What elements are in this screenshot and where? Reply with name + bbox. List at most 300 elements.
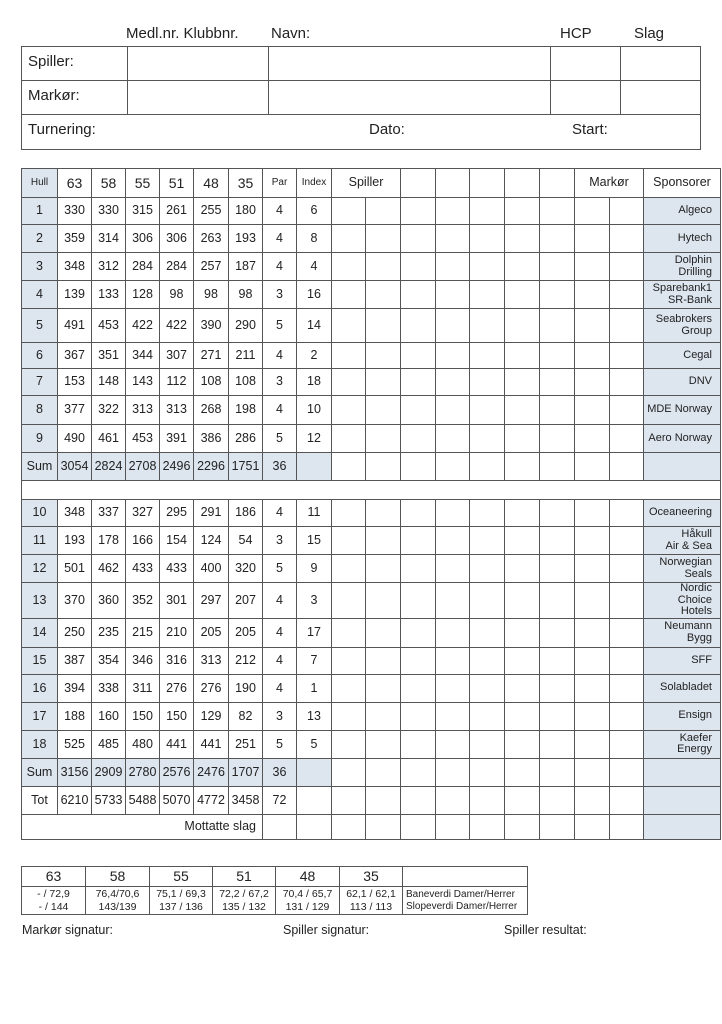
turnering-label: Turnering: [28,121,96,138]
course-rating-table [21,866,528,915]
score-entry-cell[interactable] [470,674,505,702]
score-entry-cell[interactable] [505,730,540,758]
rating-legend [403,887,528,915]
score-entry-cell[interactable] [470,786,505,814]
hole-number: 16 [22,674,58,702]
score-entry-cell[interactable] [610,786,644,814]
score-entry-cell[interactable] [470,583,505,619]
score-entry-cell[interactable] [540,555,575,583]
score-entry-cell[interactable] [610,702,644,730]
score-entry-cell[interactable] [436,555,470,583]
mottatte-cell[interactable] [505,814,540,839]
score-entry-cell[interactable] [436,309,470,343]
score-entry-cell[interactable] [505,583,540,619]
score-entry-cell[interactable] [366,618,401,647]
score-entry-cell[interactable] [540,453,575,481]
score-entry-cell[interactable] [401,253,436,281]
score-entry-cell[interactable] [575,453,610,481]
score-entry-cell[interactable] [505,527,540,555]
score-entry-cell[interactable] [610,730,644,758]
score-entry-cell[interactable] [540,786,575,814]
score-entry-cell[interactable] [575,343,610,369]
sponsor-cell [644,618,721,647]
score-entry-cell[interactable] [575,786,610,814]
sum-label: Sum [22,758,58,786]
score-entry-cell[interactable] [505,369,540,396]
score-entry-cell[interactable] [366,225,401,253]
score-entry-cell[interactable] [575,555,610,583]
score-entry-cell[interactable] [366,500,401,527]
distance-cell: 386 [194,425,229,453]
score-entry-cell[interactable] [401,425,436,453]
distance-cell: 525 [58,730,92,758]
score-entry-cell[interactable] [540,425,575,453]
distance-cell: 485 [92,730,126,758]
score-entry-cell[interactable] [401,453,436,481]
score-entry-cell[interactable] [332,343,366,369]
distance-cell: 150 [126,702,160,730]
distance-cell: 263 [194,225,229,253]
score-entry-cell[interactable] [436,281,470,309]
sponsor-cell [644,527,721,555]
score-entry-cell[interactable] [505,225,540,253]
distance-cell: 205 [194,618,229,647]
score-entry-cell[interactable] [470,500,505,527]
score-entry-cell[interactable] [366,730,401,758]
score-entry-cell[interactable] [505,500,540,527]
sum-distance: 5733 [92,786,126,814]
score-entry-cell[interactable] [540,618,575,647]
score-entry-cell[interactable] [470,527,505,555]
hole-number: 17 [22,702,58,730]
score-entry-cell[interactable] [436,618,470,647]
distance-cell: 422 [160,309,194,343]
score-entry-cell[interactable] [332,425,366,453]
score-entry-cell[interactable] [470,369,505,396]
col-header-hull: Hull [22,169,58,198]
sum-distance: 3458 [229,786,263,814]
score-entry-cell[interactable] [540,253,575,281]
sum-distance: 2476 [194,758,229,786]
sum-distance: 2824 [92,453,126,481]
score-entry-cell[interactable] [366,396,401,425]
score-entry-cell[interactable] [505,309,540,343]
score-entry-cell[interactable] [540,369,575,396]
divider [268,47,269,114]
mottatte-cell[interactable] [470,814,505,839]
score-entry-cell[interactable] [470,225,505,253]
score-entry-cell[interactable] [436,253,470,281]
score-entry-cell[interactable] [436,453,470,481]
score-entry-cell[interactable] [575,309,610,343]
spiller-label: Spiller: [28,53,74,70]
score-entry-cell[interactable] [610,369,644,396]
score-entry-cell[interactable] [401,618,436,647]
score-entry-cell[interactable] [610,225,644,253]
score-entry-cell[interactable] [610,758,644,786]
col-header-tee: 35 [229,169,263,198]
score-entry-cell[interactable] [332,758,366,786]
hole-row [22,500,721,527]
score-entry-cell[interactable] [436,730,470,758]
distance-cell: 312 [92,253,126,281]
mottatte-cell[interactable] [401,814,436,839]
score-entry-cell[interactable] [332,702,366,730]
score-entry-cell[interactable] [470,281,505,309]
index-cell: 10 [297,396,332,425]
score-entry-cell[interactable] [505,198,540,225]
score-entry-cell[interactable] [436,343,470,369]
distance-cell: 490 [58,425,92,453]
mottatte-cell[interactable] [297,814,332,839]
medlnr-klubbnr-label: Medl.nr. Klubbnr. [126,25,239,42]
score-entry-cell[interactable] [332,786,366,814]
rating-value-cell [22,887,86,915]
score-entry-cell[interactable] [332,281,366,309]
score-entry-cell[interactable] [575,369,610,396]
score-entry-cell[interactable] [366,425,401,453]
score-entry-cell[interactable] [505,396,540,425]
distance-cell: 160 [92,702,126,730]
score-entry-cell[interactable] [436,396,470,425]
score-entry-cell[interactable] [610,253,644,281]
distance-cell: 348 [58,253,92,281]
sum-distance: 2296 [194,453,229,481]
sponsor-cell [644,647,721,674]
score-entry-cell[interactable] [610,583,644,619]
rating-values-row [22,887,528,915]
score-entry-cell[interactable] [366,309,401,343]
score-entry-cell[interactable] [505,702,540,730]
distance-cell: 291 [194,500,229,527]
hole-row [22,527,721,555]
distance-cell: 501 [58,555,92,583]
score-entry-cell[interactable] [575,425,610,453]
col-header-tee: 48 [194,169,229,198]
distance-cell: 390 [194,309,229,343]
score-entry-cell[interactable] [505,758,540,786]
hole-number: 8 [22,396,58,425]
sponsor-name: Seals [684,567,712,580]
score-entry-cell[interactable] [540,343,575,369]
distance-cell: 284 [160,253,194,281]
score-entry-cell[interactable] [610,396,644,425]
distance-cell: 338 [92,674,126,702]
score-entry-cell[interactable] [575,225,610,253]
distance-cell: 98 [160,281,194,309]
score-entry-cell[interactable] [436,425,470,453]
sponsor-name: Nordic [680,582,712,594]
mottatte-cell[interactable] [540,814,575,839]
score-entry-cell[interactable] [610,453,644,481]
score-entry-cell[interactable] [366,647,401,674]
score-entry-cell[interactable] [610,674,644,702]
score-entry-cell[interactable] [470,702,505,730]
score-entry-cell[interactable] [366,343,401,369]
score-entry-cell[interactable] [332,527,366,555]
score-entry-cell[interactable] [332,369,366,396]
hole-number: 11 [22,527,58,555]
sum-distance: 2909 [92,758,126,786]
score-entry-cell[interactable] [505,555,540,583]
sum-par: 36 [263,453,297,481]
distance-cell: 257 [194,253,229,281]
score-entry-cell[interactable] [436,674,470,702]
score-entry-cell[interactable] [505,647,540,674]
score-entry-cell[interactable] [436,225,470,253]
score-entry-cell[interactable] [540,281,575,309]
score-entry-cell[interactable] [540,309,575,343]
score-entry-cell[interactable] [470,396,505,425]
hole-number: 3 [22,253,58,281]
score-entry-cell[interactable] [540,730,575,758]
score-entry-cell[interactable] [610,647,644,674]
score-entry-cell[interactable] [366,674,401,702]
sum-distance: 1707 [229,758,263,786]
distance-cell: 322 [92,396,126,425]
score-entry-cell[interactable] [470,555,505,583]
score-entry-cell[interactable] [332,225,366,253]
score-entry-cell[interactable] [366,253,401,281]
score-entry-cell[interactable] [332,453,366,481]
distance-cell: 295 [160,500,194,527]
score-entry-cell[interactable] [575,500,610,527]
score-entry-cell[interactable] [575,281,610,309]
score-entry-cell[interactable] [332,396,366,425]
score-entry-cell[interactable] [505,425,540,453]
score-entry-cell[interactable] [401,369,436,396]
score-entry-cell[interactable] [401,555,436,583]
distance-cell: 453 [126,425,160,453]
score-entry-cell[interactable] [366,702,401,730]
score-entry-cell[interactable] [436,500,470,527]
score-entry-cell[interactable] [575,647,610,674]
score-entry-cell[interactable] [610,500,644,527]
score-entry-cell[interactable] [575,758,610,786]
score-entry-cell[interactable] [540,500,575,527]
par-cell: 4 [263,500,297,527]
score-entry-cell[interactable] [332,647,366,674]
score-entry-cell[interactable] [401,527,436,555]
sponsor-name: Group [681,324,712,337]
score-entry-cell[interactable] [505,281,540,309]
rating-value-cell [150,887,213,915]
col-header-par: Par [263,169,297,198]
sponsor-cell [644,758,721,786]
score-entry-cell[interactable] [401,583,436,619]
score-entry-cell[interactable] [401,702,436,730]
score-entry-cell[interactable] [401,647,436,674]
mottatte-cell[interactable] [332,814,366,839]
col-header-tee: 51 [160,169,194,198]
score-entry-cell[interactable] [366,281,401,309]
score-entry-cell[interactable] [505,253,540,281]
score-entry-cell[interactable] [366,555,401,583]
score-entry-cell[interactable] [366,198,401,225]
score-entry-cell[interactable] [575,396,610,425]
mottatte-cell[interactable] [366,814,401,839]
score-entry-cell[interactable] [436,369,470,396]
score-entry-cell[interactable] [332,583,366,619]
sponsor-cell [644,555,721,583]
score-entry-cell[interactable] [540,702,575,730]
distance-cell: 360 [92,583,126,619]
distance-cell: 400 [194,555,229,583]
par-cell: 4 [263,225,297,253]
score-entry-cell[interactable] [332,674,366,702]
sponsor-name: SFF [691,653,712,666]
player-info-box [21,46,701,150]
score-entry-cell[interactable] [575,253,610,281]
score-entry-cell[interactable] [436,527,470,555]
score-entry-cell[interactable] [401,309,436,343]
score-entry-cell[interactable] [610,555,644,583]
score-entry-cell[interactable] [332,198,366,225]
score-entry-cell[interactable] [401,500,436,527]
score-entry-cell[interactable] [401,396,436,425]
sponsor-name: Bygg [686,631,712,644]
score-entry-cell[interactable] [366,527,401,555]
score-entry-cell[interactable] [470,198,505,225]
baneverdi-value: 76,4/70,6 [95,888,140,901]
score-entry-cell[interactable] [332,500,366,527]
score-entry-cell[interactable] [436,198,470,225]
score-entry-cell[interactable] [610,618,644,647]
distance-cell: 391 [160,425,194,453]
sponsor-cell [644,730,721,758]
sponsor-name: Hytech [677,231,712,244]
score-entry-cell[interactable] [401,758,436,786]
mottatte-cell[interactable] [610,814,644,839]
score-entry-cell[interactable] [610,425,644,453]
score-entry-cell[interactable] [470,425,505,453]
mottatte-cell[interactable] [263,814,297,839]
hole-number: 4 [22,281,58,309]
hole-row [22,730,721,758]
score-entry-cell[interactable] [575,730,610,758]
score-entry-cell[interactable] [505,618,540,647]
distance-cell: 316 [160,647,194,674]
rating-value-cell [276,887,340,915]
score-entry-cell[interactable] [332,309,366,343]
score-entry-cell[interactable] [470,253,505,281]
score-entry-cell[interactable] [470,758,505,786]
score-entry-cell[interactable] [332,618,366,647]
separator-cell [22,481,721,500]
score-entry-cell[interactable] [610,198,644,225]
score-entry-cell[interactable] [575,702,610,730]
score-entry-cell[interactable] [470,309,505,343]
score-entry-cell[interactable] [401,786,436,814]
tee-label: 55 [150,867,213,887]
col-header-tee: 55 [126,169,160,198]
score-entry-cell[interactable] [575,583,610,619]
score-entry-cell[interactable] [540,583,575,619]
score-entry-cell[interactable] [470,730,505,758]
sum-distance: 5488 [126,786,160,814]
score-entry-cell[interactable] [401,730,436,758]
score-entry-cell[interactable] [401,343,436,369]
distance-cell: 441 [160,730,194,758]
score-entry-cell[interactable] [505,786,540,814]
score-entry-cell[interactable] [575,618,610,647]
score-entry-cell[interactable] [610,527,644,555]
score-entry-cell[interactable] [505,343,540,369]
score-entry-cell[interactable] [610,309,644,343]
score-entry-cell[interactable] [575,674,610,702]
score-entry-cell[interactable] [540,674,575,702]
score-entry-cell[interactable] [540,527,575,555]
sponsor-name: Sparebank1 [652,281,712,294]
score-entry-cell[interactable] [436,702,470,730]
score-entry-cell[interactable] [540,758,575,786]
score-entry-cell[interactable] [366,758,401,786]
score-entry-cell[interactable] [540,647,575,674]
mottatte-cell[interactable] [575,814,610,839]
score-entry-cell[interactable] [436,786,470,814]
score-entry-cell[interactable] [436,583,470,619]
score-entry-cell[interactable] [366,786,401,814]
score-entry-cell[interactable] [332,730,366,758]
score-entry-cell[interactable] [401,198,436,225]
sponsor-name: Dolphin Drilling [674,253,712,278]
score-entry-cell[interactable] [470,453,505,481]
score-entry-cell[interactable] [610,281,644,309]
rating-value-cell [86,887,150,915]
score-entry-cell[interactable] [505,674,540,702]
distance-cell: 461 [92,425,126,453]
index-cell: 13 [297,702,332,730]
rating-value-cell [213,887,276,915]
score-entry-cell[interactable] [366,369,401,396]
distance-cell: 154 [160,527,194,555]
mottatte-slag-row [22,814,721,839]
col-header-markor: Markør [575,169,644,198]
score-entry-cell[interactable] [366,453,401,481]
score-entry-cell[interactable] [505,453,540,481]
score-entry-cell[interactable] [540,396,575,425]
score-entry-cell[interactable] [540,225,575,253]
score-entry-cell[interactable] [540,198,575,225]
score-entry-cell[interactable] [575,198,610,225]
distance-cell: 98 [229,281,263,309]
mottatte-cell[interactable] [436,814,470,839]
score-entry-cell[interactable] [436,758,470,786]
score-entry-cell[interactable] [332,555,366,583]
separator-row [22,481,721,500]
distance-cell: 313 [194,647,229,674]
hole-number: 5 [22,309,58,343]
score-entry-cell[interactable] [470,618,505,647]
score-entry-cell[interactable] [436,647,470,674]
distance-cell: 367 [58,343,92,369]
col-header-index: Index [297,169,332,198]
sponsor-name: Solabladet [660,681,712,694]
score-entry-cell[interactable] [610,343,644,369]
score-entry-cell[interactable] [401,225,436,253]
distance-cell: 180 [229,198,263,225]
distance-cell: 422 [126,309,160,343]
score-entry-cell[interactable] [470,343,505,369]
score-entry-cell[interactable] [366,583,401,619]
score-entry-cell[interactable] [401,674,436,702]
score-entry-cell[interactable] [401,281,436,309]
score-entry-cell[interactable] [470,647,505,674]
score-entry-cell[interactable] [575,527,610,555]
distance-cell: 129 [194,702,229,730]
distance-cell: 250 [58,618,92,647]
score-entry-cell[interactable] [332,253,366,281]
